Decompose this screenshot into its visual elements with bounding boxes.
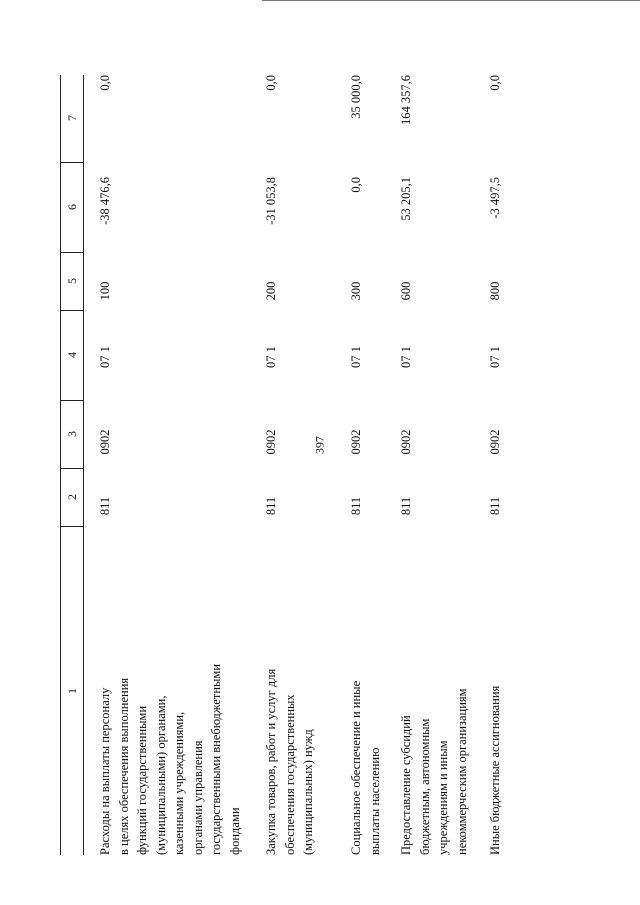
row-amount-1: 53 205,1 (399, 177, 413, 221)
header-col-2: 2 (61, 468, 83, 527)
table-body (84, 75, 534, 855)
row-section: 0902 (264, 429, 278, 455)
row-type: 200 (264, 281, 278, 301)
row-name-line: в целях обеспечения выполнения (116, 677, 131, 855)
row-amount-2: 0,0 (488, 75, 502, 91)
row-section: 0902 (349, 429, 363, 455)
row-name-line: некоммерческим организациям (454, 688, 469, 855)
row-name-line: органами управления (190, 740, 205, 855)
header-col-6: 6 (61, 162, 83, 253)
row-name-line: Социальное обеспечение и иные (349, 680, 363, 855)
row-name (96, 555, 244, 855)
row-code: 811 (98, 496, 112, 516)
row-name (347, 555, 384, 855)
row-name (486, 555, 505, 855)
header-col-1: 1 (65, 688, 79, 694)
row-amount-1: -38 476,6 (98, 177, 112, 225)
row-name-line: государственными внебюджетными (209, 663, 223, 855)
header-col-4: 4 (61, 310, 83, 401)
row-section: 0902 (399, 429, 413, 455)
row-type: 300 (349, 281, 363, 301)
row-amount-1: 0,0 (349, 177, 363, 193)
row-target: 07 1 (264, 346, 278, 368)
header-col-3: 3 (61, 400, 83, 469)
row-name-line: функций государственными (135, 705, 149, 855)
row-name-line: (муниципальных) нужд (301, 729, 315, 855)
row-amount-2: 0,0 (264, 75, 278, 91)
row-name-line: выплаты населению (367, 747, 382, 855)
row-name-line: обеспечения государственных (282, 694, 297, 855)
row-target: 07 1 (98, 346, 112, 368)
row-target: 07 1 (488, 346, 502, 368)
row-amount-2: 164 357,6 (399, 75, 413, 125)
row-name (397, 555, 471, 855)
row-name-line: Иные бюджетные ассигнования (488, 685, 502, 855)
row-name-line: казенными учреждениями, (172, 711, 186, 855)
header-col-7: 7 (61, 74, 83, 163)
header-col-5: 5 (61, 252, 83, 311)
row-type: 800 (488, 281, 502, 301)
row-name-line: фондами (227, 807, 242, 855)
row-type: 600 (399, 281, 413, 301)
budget-table (60, 75, 535, 855)
row-name (262, 555, 318, 855)
row-section: 0902 (98, 429, 112, 455)
row-target: 07 1 (399, 346, 413, 368)
row-code: 811 (264, 496, 278, 516)
row-name-line: (муниципальными) органами, (153, 695, 168, 855)
table-header (60, 75, 84, 855)
row-name-line: учреждениям и иным (436, 740, 450, 855)
row-amount-1: -3 497,5 (488, 177, 502, 219)
row-code: 811 (488, 496, 502, 516)
top-border-line (262, 0, 640, 1)
row-target: 07 1 (349, 346, 363, 368)
row-code: 811 (349, 496, 363, 516)
row-section: 0902 (488, 429, 502, 455)
page-number: 397 (312, 436, 327, 454)
row-name-line: Расходы на выплаты персоналу (98, 687, 112, 855)
row-amount-1: -31 053,8 (264, 177, 278, 225)
row-code: 811 (399, 496, 413, 516)
row-amount-2: 35 000,0 (349, 75, 363, 119)
row-amount-2: 0,0 (98, 75, 112, 91)
row-name-line: Предоставление субсидий (399, 715, 413, 855)
row-name-line: Закупка товаров, работ и услуг для (264, 668, 278, 855)
row-type: 100 (98, 281, 112, 301)
row-name-line: бюджетным, автономным (417, 718, 432, 855)
